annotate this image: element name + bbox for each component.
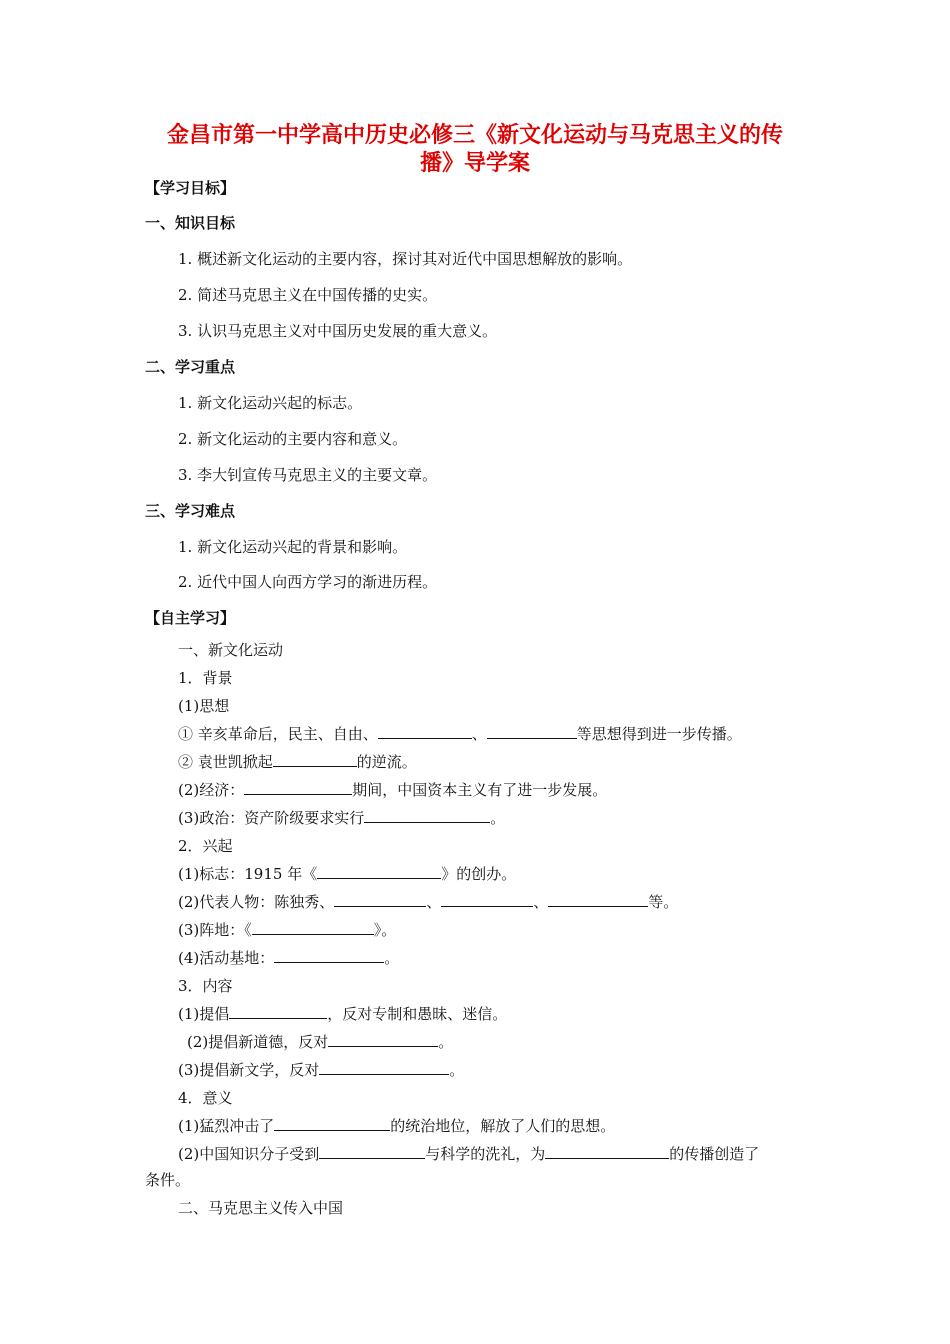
- politics-suffix: 。: [490, 809, 506, 827]
- title-line-1: 金昌市第一中学高中历史必修三《新文化运动与马克思主义的传: [166, 123, 783, 148]
- focus-item: 1. 新文化运动兴起的标志。: [178, 394, 363, 412]
- thought-a-prefix: ① 辛亥革命后，民主、自由、: [178, 725, 378, 743]
- title-line-2: 播》导学案: [419, 151, 530, 176]
- economy-line: [178, 780, 607, 800]
- fill-blank[interactable]: [378, 724, 472, 739]
- fill-blank[interactable]: [364, 808, 490, 823]
- thought-b-prefix: ② 袁世凯掀起: [178, 753, 273, 771]
- fill-blank[interactable]: [319, 1144, 425, 1159]
- base-prefix: (3)阵地：《: [178, 921, 252, 939]
- activity-suffix: 。: [384, 949, 400, 967]
- thought-a-suffix: 等思想得到进一步传播。: [576, 725, 742, 743]
- sign-suffix: 》的创办。: [441, 865, 517, 883]
- activity-prefix: (4)活动基地：: [178, 949, 275, 967]
- fill-blank[interactable]: [441, 892, 533, 907]
- content-line-2: [187, 1032, 453, 1052]
- content-2-prefix: (2)提倡新道德，反对: [187, 1033, 329, 1051]
- content-line-1: [178, 1004, 507, 1024]
- fill-blank[interactable]: [545, 1144, 669, 1159]
- fill-blank[interactable]: [548, 892, 648, 907]
- difficulty-title: 三、学习难点: [145, 502, 236, 520]
- separator: 、: [471, 725, 487, 743]
- goals-header: 【学习目标】: [145, 179, 236, 197]
- people-prefix: (2)代表人物：陈独秀、: [178, 893, 335, 911]
- fill-blank[interactable]: [328, 1032, 438, 1047]
- thought-heading: (1)思想: [178, 697, 230, 715]
- meaning-line-2-continued: 条件。: [145, 1171, 191, 1189]
- content-3-suffix: 。: [449, 1061, 465, 1079]
- background-heading: 1．背景: [178, 669, 233, 687]
- fill-blank[interactable]: [229, 1004, 327, 1019]
- document-title: [150, 122, 800, 178]
- meaning-line-1: [178, 1116, 615, 1136]
- fill-blank[interactable]: [274, 1116, 390, 1131]
- section-marxism: 二、马克思主义传入中国: [178, 1199, 344, 1217]
- content-line-3: [178, 1060, 464, 1080]
- fill-blank[interactable]: [244, 780, 352, 795]
- thought-line-a: [178, 724, 742, 744]
- difficulty-item: 1. 新文化运动兴起的背景和影响。: [178, 538, 408, 556]
- politics-line: [178, 808, 505, 828]
- content-1-suffix: ，反对专制和愚昧、迷信。: [327, 1005, 508, 1023]
- activity-line: [178, 948, 399, 968]
- base-line: [178, 920, 396, 940]
- separator: 、: [426, 893, 442, 911]
- fill-blank[interactable]: [487, 724, 577, 739]
- fill-blank[interactable]: [319, 1060, 449, 1075]
- fill-blank[interactable]: [274, 948, 384, 963]
- meaning-2-prefix: (2)中国知识分子受到: [178, 1145, 320, 1163]
- thought-b-suffix: 的逆流。: [356, 753, 417, 771]
- fill-blank[interactable]: [252, 920, 374, 935]
- fill-blank[interactable]: [317, 864, 441, 879]
- separator: 、: [533, 893, 549, 911]
- knowledge-goal-item: 1. 概述新文化运动的主要内容，探讨其对近代中国思想解放的影响。: [178, 250, 633, 268]
- difficulty-item: 2. 近代中国人向西方学习的渐进历程。: [178, 573, 438, 591]
- economy-suffix: 期间，中国资本主义有了进一步发展。: [352, 781, 608, 799]
- section-new-culture: 一、新文化运动: [178, 641, 284, 659]
- economy-prefix: (2)经济：: [178, 781, 245, 799]
- content-3-prefix: (3)提倡新文学，反对: [178, 1061, 320, 1079]
- focus-title: 二、学习重点: [145, 358, 236, 376]
- rise-heading: 2．兴起: [178, 837, 233, 855]
- meaning-1-prefix: (1)猛烈冲击了: [178, 1117, 275, 1135]
- self-study-header: 【自主学习】: [145, 609, 236, 627]
- people-suffix: 等。: [648, 893, 679, 911]
- knowledge-goal-item: 3. 认识马克思主义对中国历史发展的重大意义。: [178, 322, 498, 340]
- content-2-suffix: 。: [438, 1033, 454, 1051]
- content-heading: 3．内容: [178, 977, 233, 995]
- politics-prefix: (3)政治：资产阶级要求实行: [178, 809, 365, 827]
- thought-line-b: [178, 752, 417, 772]
- base-suffix: 》。: [373, 921, 397, 939]
- meaning-2-suffix: 的传播创造了: [669, 1145, 760, 1163]
- knowledge-goals-title: 一、知识目标: [145, 214, 236, 232]
- content-1-prefix: (1)提倡: [178, 1005, 230, 1023]
- people-line: [178, 892, 678, 912]
- sign-line: [178, 864, 516, 884]
- knowledge-goal-item: 2. 简述马克思主义在中国传播的史实。: [178, 286, 438, 304]
- meaning-1-suffix: 的统治地位，解放了人们的思想。: [390, 1117, 616, 1135]
- meaning-2-middle: 与科学的洗礼，为: [425, 1145, 546, 1163]
- fill-blank[interactable]: [334, 892, 426, 907]
- focus-item: 2. 新文化运动的主要内容和意义。: [178, 430, 408, 448]
- meaning-heading: 4．意义: [178, 1089, 233, 1107]
- meaning-line-2: [178, 1144, 759, 1164]
- sign-prefix: (1)标志：1915 年《: [178, 865, 318, 883]
- focus-item: 3. 李大钊宣传马克思主义的主要文章。: [178, 466, 438, 484]
- fill-blank[interactable]: [273, 752, 357, 767]
